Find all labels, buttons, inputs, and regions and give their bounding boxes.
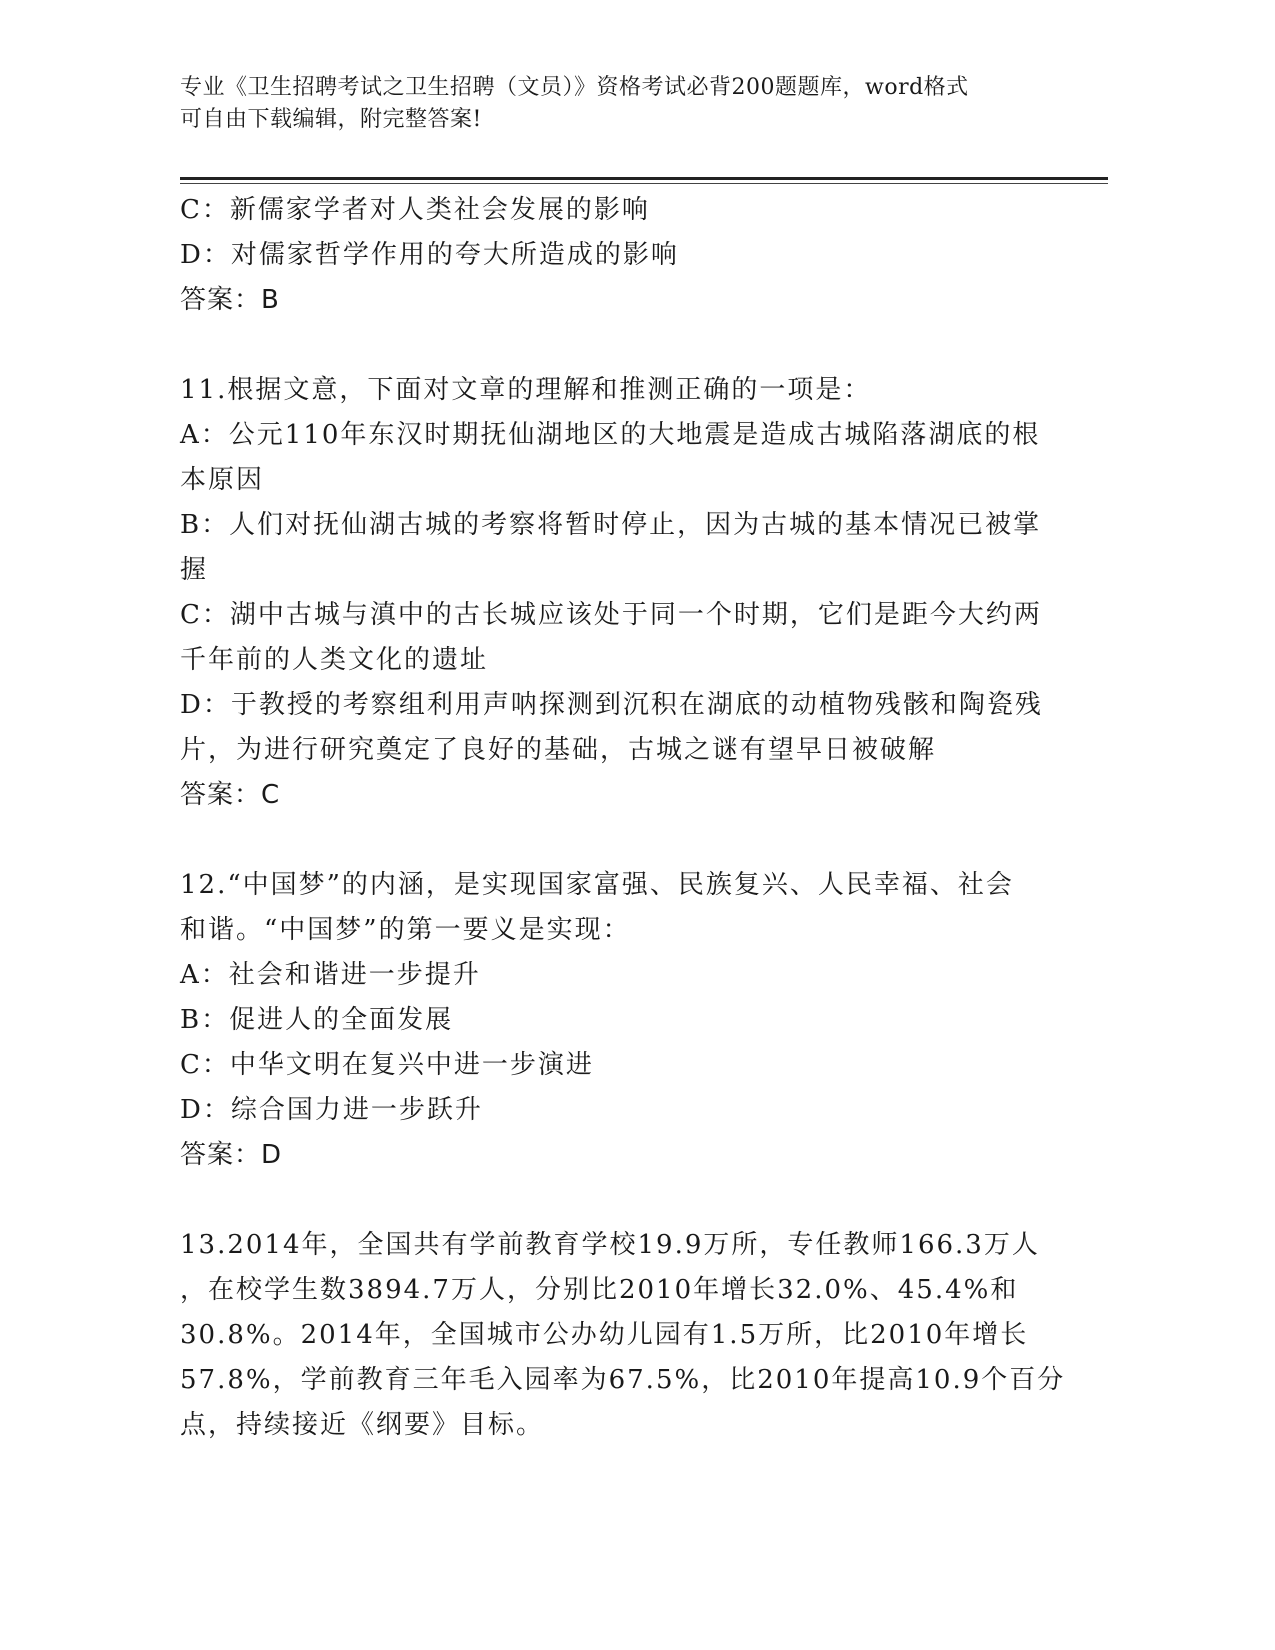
question-10-tail bbox=[180, 188, 1040, 323]
q12-option-d: D：综合国力进一步跃升 bbox=[180, 1095, 483, 1125]
spacer bbox=[180, 323, 1040, 368]
header-divider-thin bbox=[180, 183, 1108, 184]
q13-line-3: 30.8%。2014年，全国城市公办幼儿园有1.5万所，比2010年增长 bbox=[180, 1320, 1029, 1350]
q11-option-a-line-1: A：公元110年东汉时期抚仙湖地区的大地震是造成古城陷落湖底的根 bbox=[180, 420, 1041, 450]
question-11 bbox=[180, 368, 1043, 818]
q13-line-5: 点，持续接近《纲要》目标。 bbox=[180, 1410, 545, 1440]
q12-option-c: C：中华文明在复兴中进一步演进 bbox=[180, 1050, 594, 1080]
header-title-line-2: 可自由下载编辑，附完整答案! bbox=[180, 107, 482, 132]
q11-option-b-line-1: B：人们对抚仙湖古城的考察将暂时停止，因为古城的基本情况已被掌 bbox=[180, 510, 1042, 540]
spacer bbox=[180, 1178, 1040, 1223]
q11-answer: 答案：C bbox=[180, 780, 281, 810]
q12-option-a: A：社会和谐进一步提升 bbox=[180, 960, 481, 990]
q11-option-c-line-1: C：湖中古城与滇中的古长城应该处于同一个时期，它们是距今大约两 bbox=[180, 600, 1042, 630]
header-divider-thick bbox=[180, 177, 1108, 180]
q11-option-b-line-2: 握 bbox=[180, 555, 209, 585]
spacer bbox=[180, 818, 1040, 863]
q13-line-1: 13.2014年，全国共有学前教育学校19.9万所，专任教师166.3万人 bbox=[180, 1230, 1040, 1260]
document-header bbox=[180, 72, 1050, 136]
header-title-line-1: 专业《卫生招聘考试之卫生招聘（文员）》资格考试必背200题题库，word格式 bbox=[180, 75, 969, 100]
q13-line-2: ，在校学生数3894.7万人，分别比2010年增长32.0%、45.4%和 bbox=[180, 1275, 1019, 1305]
q12-option-b: B：促进人的全面发展 bbox=[180, 1005, 454, 1035]
q11-option-c-line-2: 千年前的人类文化的遗址 bbox=[180, 645, 489, 675]
q13-line-4: 57.8%，学前教育三年毛入园率为67.5%，比2010年提高10.9个百分 bbox=[180, 1365, 1066, 1395]
q11-option-a-line-2: 本原因 bbox=[180, 465, 265, 495]
q10-option-c: C：新儒家学者对人类社会发展的影响 bbox=[180, 195, 650, 225]
question-13 bbox=[180, 1223, 1066, 1448]
q12-answer: 答案：D bbox=[180, 1140, 283, 1170]
question-content bbox=[180, 188, 1066, 1448]
q11-option-d-line-2: 片，为进行研究奠定了良好的基础，古城之谜有望早日被破解 bbox=[180, 735, 937, 765]
q10-option-d: D：对儒家哲学作用的夸大所造成的影响 bbox=[180, 240, 679, 270]
q11-stem: 11.根据文意，下面对文章的理解和推测正确的一项是： bbox=[180, 375, 872, 405]
question-12 bbox=[180, 863, 1040, 1178]
q12-stem-line-2: 和谐。“中国梦”的第一要义是实现： bbox=[180, 915, 631, 945]
q12-stem-line-1: 12.“中国梦”的内涵，是实现国家富强、民族复兴、人民幸福、社会 bbox=[180, 870, 1014, 900]
q11-option-d-line-1: D：于教授的考察组利用声呐探测到沉积在湖底的动植物残骸和陶瓷残 bbox=[180, 690, 1043, 720]
q10-answer: 答案：B bbox=[180, 285, 280, 315]
